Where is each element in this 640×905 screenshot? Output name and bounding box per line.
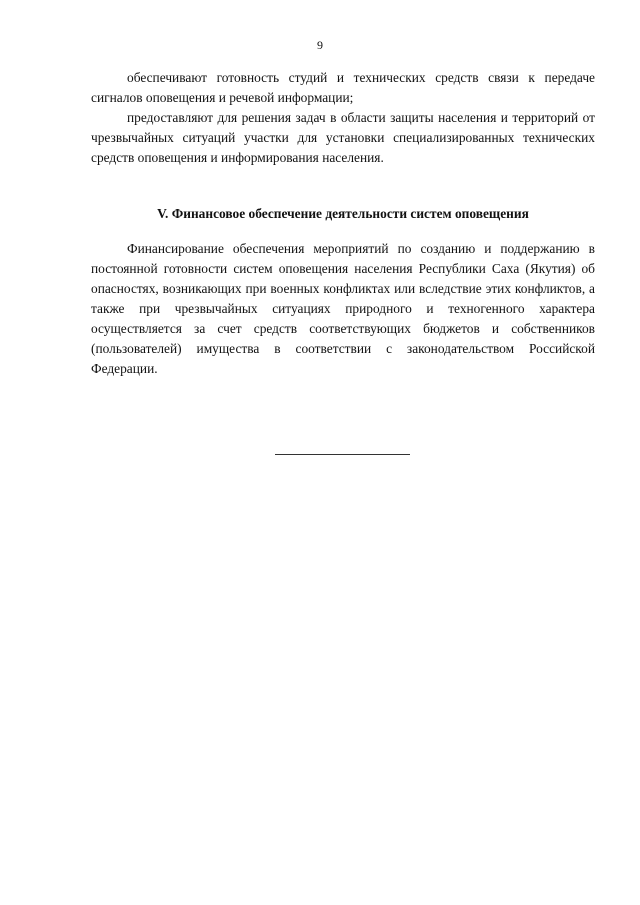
paragraph-provide-sites: предоставляют для решения задач в области защиты населения и территорий от чрезвычайных ситуаций участки для установки специализированных технических средств оповещения и информирования населения. [91,110,595,165]
paragraph-studios-readiness: обеспечивают готовность студий и технических средств связи к передаче сигналов оповещения и речевой информации; [91,70,595,105]
paragraph-financing: Финансирование обеспечения мероприятий по созданию и поддержанию в постоянной готовности систем оповещения населения Республики Саха (Якутия) об опасностях, возникающих при военных конфликтах или вследствие этих конфликтов, а также при чрезвычайных ситуациях природного и техногенного характера осуществляется за счет средств соответствующих бюджетов и собственников (пользователей) имущества в соответствии с законодательством Российской Федерации. [91,241,595,376]
section-heading: V. Финансовое обеспечение деятельности систем оповещения [157,206,529,221]
document-body [91,68,595,379]
page-number: 9 [317,38,323,52]
end-of-document-rule [275,454,410,455]
